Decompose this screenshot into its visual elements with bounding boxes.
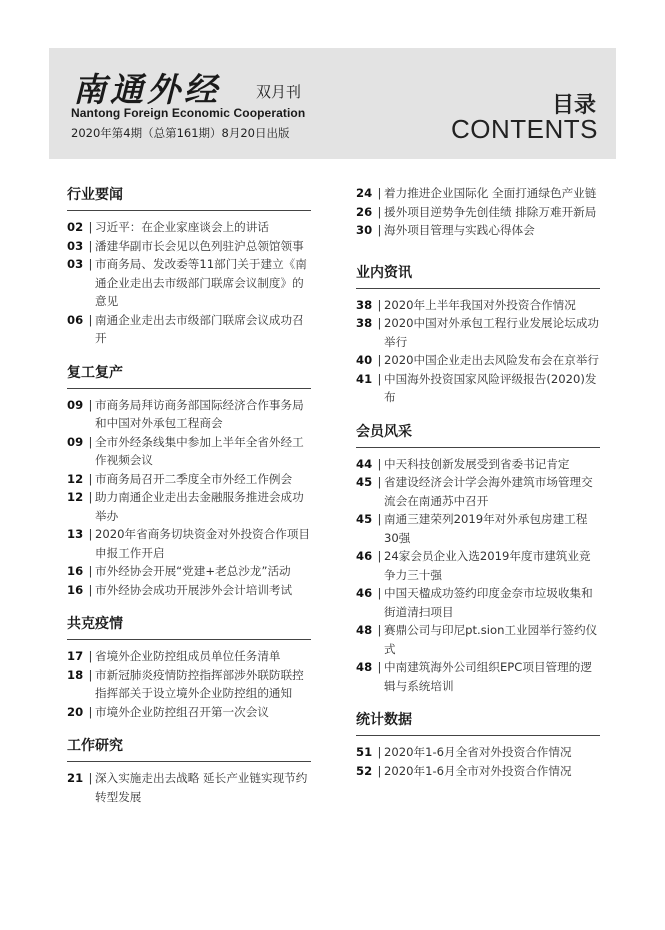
toc-entry[interactable] (356, 314, 600, 351)
page-number: 18 (67, 667, 84, 682)
separator: | (377, 660, 382, 674)
section-title: 业内资讯 (356, 262, 600, 289)
separator: | (88, 220, 93, 234)
toc-entry[interactable] (67, 237, 311, 256)
separator: | (88, 667, 93, 682)
entry-title: 海外项目管理与实践心得体会 (384, 223, 535, 237)
page-number: 38 (356, 316, 373, 330)
toc-section (356, 421, 600, 696)
entry-title: 潘建华副市长会见以色列驻沪总领馆领事 (95, 238, 304, 253)
separator: | (377, 549, 382, 563)
entry-title: 赛鼎公司与印尼pt.sion工业园举行签约仪式 (384, 623, 598, 656)
separator: | (88, 527, 93, 541)
toc-entry[interactable] (356, 584, 600, 621)
page-number: 12 (67, 490, 84, 504)
page-number: 46 (356, 586, 373, 600)
page-number: 17 (67, 649, 84, 663)
toc-entry[interactable] (67, 433, 311, 470)
toc-section (67, 613, 311, 721)
entry-title: 2020年1-6月全市对外投资合作情况 (384, 763, 572, 778)
page-number: 21 (67, 771, 84, 785)
page-number: 24 (356, 186, 373, 200)
separator: | (88, 490, 93, 504)
entry-title: 2020年上半年我国对外投资合作情况 (384, 297, 576, 312)
section-title: 工作研究 (67, 735, 311, 762)
toc-entry[interactable] (356, 510, 600, 547)
toc-entry[interactable] (356, 743, 600, 762)
toc-entry[interactable] (67, 470, 311, 489)
entry-title: 中天科技创新发展受到省委书记肯定 (384, 456, 570, 471)
toc-right-column (356, 184, 600, 780)
page-number: 38 (356, 297, 373, 312)
entry-title: 中南建筑海外公司组织EPC项目管理的逻辑与系统培训 (384, 660, 592, 693)
page-number: 03 (67, 238, 84, 253)
separator: | (88, 397, 93, 412)
magazine-logo: 南通外经 (73, 70, 221, 109)
entry-title: 市新冠肺炎疫情防控指挥部涉外联防联控指挥部关于设立境外企业防控组的通知 (95, 667, 304, 700)
page-number: 46 (356, 549, 373, 563)
toc-entry[interactable] (67, 581, 311, 600)
entry-title: 援外项目逆势争先创佳绩 排除万难开新局 (384, 204, 597, 219)
entry-title: 中国海外投资国家风险评级报告(2020)发布 (384, 371, 597, 404)
english-title: Nantong Foreign Economic Cooperation (71, 106, 306, 120)
separator: | (377, 186, 382, 200)
entry-title: 省境外企业防控组成员单位任务清单 (95, 649, 281, 663)
separator: | (88, 238, 93, 253)
masthead (49, 48, 616, 159)
page-number: 41 (356, 371, 373, 386)
separator: | (377, 371, 382, 386)
section-title: 行业要闻 (67, 184, 311, 211)
separator: | (377, 512, 382, 526)
page-number: 12 (67, 471, 84, 486)
separator: | (377, 456, 382, 471)
separator: | (88, 704, 93, 719)
section-title: 会员风采 (356, 421, 600, 448)
page-number: 06 (67, 312, 84, 327)
entry-title: 南通三建荣列2019年对外承包房建工程30强 (384, 512, 588, 545)
toc-entry[interactable] (67, 769, 311, 806)
separator: | (88, 312, 93, 327)
toc-entry[interactable] (67, 396, 311, 433)
toc-entry[interactable] (356, 658, 600, 695)
page-number: 45 (356, 512, 373, 526)
toc-heading-cn: 目录 (551, 93, 596, 118)
toc-section (356, 262, 600, 407)
toc-entry[interactable] (356, 370, 600, 407)
toc-entry[interactable] (356, 473, 600, 510)
toc-entry[interactable] (356, 762, 600, 781)
toc-entry[interactable] (356, 184, 600, 203)
page-number: 20 (67, 704, 84, 719)
entry-title: 习近平：在企业家座谈会上的讲话 (95, 220, 269, 234)
separator: | (377, 623, 382, 637)
entry-title: 市外经协会成功开展涉外会计培训考试 (95, 582, 293, 597)
toc-entry[interactable] (356, 621, 600, 658)
page-number: 26 (356, 204, 373, 219)
entry-title: 市商务局、发改委等11部门关于建立《南通企业走出去市级部门联席会议制度》的意见 (95, 257, 307, 308)
entry-title: 深入实施走出去战略 延长产业链实现节约转型发展 (95, 771, 308, 804)
page-number: 44 (356, 456, 373, 471)
separator: | (377, 586, 382, 600)
section-title: 统计数据 (356, 709, 600, 736)
entry-title: 市外经协会开展“党建+老总沙龙”活动 (95, 564, 291, 578)
page-number: 40 (356, 353, 373, 367)
toc-entry[interactable] (67, 647, 311, 666)
section-title: 复工复产 (67, 362, 311, 389)
separator: | (88, 649, 93, 663)
separator: | (88, 257, 93, 271)
issue-info: 2020年第4期（总第161期）8月20日出版 (71, 126, 290, 140)
entry-title: 省建设经济会计学会海外建筑市场管理交流会在南通苏中召开 (384, 475, 593, 508)
entry-title: 2020中国对外承包工程行业发展论坛成功举行 (384, 316, 600, 349)
entry-title: 着力推进企业国际化 全面打通绿色产业链 (384, 186, 597, 200)
toc-section (67, 735, 311, 806)
separator: | (88, 582, 93, 597)
entry-title: 2020年省商务切块资金对外投资合作项目申报工作开启 (95, 527, 311, 560)
entry-title: 市商务局召开二季度全市外经工作例会 (95, 471, 293, 486)
toc-entry[interactable] (67, 311, 311, 348)
toc-section (67, 362, 311, 600)
separator: | (377, 475, 382, 489)
page-number: 13 (67, 527, 84, 541)
page-number: 48 (356, 623, 373, 637)
separator: | (88, 471, 93, 486)
entry-title: 24家会员企业入选2019年度市建筑业竞争力三十强 (384, 549, 591, 582)
entry-title: 全市外经条线集中参加上半年全省外经工作视频会议 (95, 434, 304, 467)
separator: | (377, 204, 382, 219)
separator: | (377, 223, 382, 237)
separator: | (377, 316, 382, 330)
section-title: 共克疫情 (67, 613, 311, 640)
page-number: 52 (356, 763, 373, 778)
toc-section (356, 709, 600, 780)
separator: | (88, 434, 93, 449)
publication-frequency: 双月刊 (256, 83, 302, 101)
toc-entry[interactable] (67, 488, 311, 525)
toc-entry[interactable] (356, 296, 600, 315)
page-number: 02 (67, 220, 84, 234)
page-number: 51 (356, 745, 373, 759)
toc-entry[interactable] (356, 455, 600, 474)
separator: | (377, 763, 382, 778)
toc-entry[interactable] (356, 221, 600, 240)
page-number: 16 (67, 582, 84, 597)
toc-entry[interactable] (67, 255, 311, 311)
separator: | (88, 564, 93, 578)
separator: | (377, 745, 382, 759)
entry-title: 市商务局拜访商务部国际经济合作事务局和中国对外承包工程商会 (95, 397, 304, 430)
toc-entry[interactable] (67, 703, 311, 722)
entry-title: 2020中国企业走出去风险发布会在京举行 (384, 353, 600, 367)
toc-entry[interactable] (356, 203, 600, 222)
entry-title: 中国天楹成功签约印度金奈市垃圾收集和街道清扫项目 (384, 586, 593, 619)
toc-entry[interactable] (67, 562, 311, 581)
toc-entry[interactable] (67, 525, 311, 562)
page-number: 09 (67, 397, 84, 412)
entry-title: 2020年1-6月全省对外投资合作情况 (384, 745, 572, 759)
toc-section (67, 184, 311, 348)
toc-continued (356, 184, 600, 240)
toc-entry[interactable] (356, 547, 600, 584)
entry-title: 助力南通企业走出去金融服务推进会成功举办 (95, 490, 304, 523)
entry-title: 南通企业走出去市级部门联席会议成功召开 (95, 312, 304, 345)
separator: | (377, 297, 382, 312)
page-number: 30 (356, 223, 373, 237)
page-number: 45 (356, 475, 373, 489)
toc-left-column (67, 184, 311, 806)
page-number: 09 (67, 434, 84, 449)
page-number: 16 (67, 564, 84, 578)
toc-entry[interactable] (356, 351, 600, 370)
toc-entry[interactable] (67, 666, 311, 703)
separator: | (88, 771, 93, 785)
toc-heading-en: CONTENTS (451, 114, 598, 144)
entry-title: 市境外企业防控组召开第一次会议 (95, 704, 269, 719)
page-number: 03 (67, 257, 84, 271)
page-number: 48 (356, 660, 373, 674)
separator: | (377, 353, 382, 367)
toc-entry[interactable] (67, 218, 311, 237)
